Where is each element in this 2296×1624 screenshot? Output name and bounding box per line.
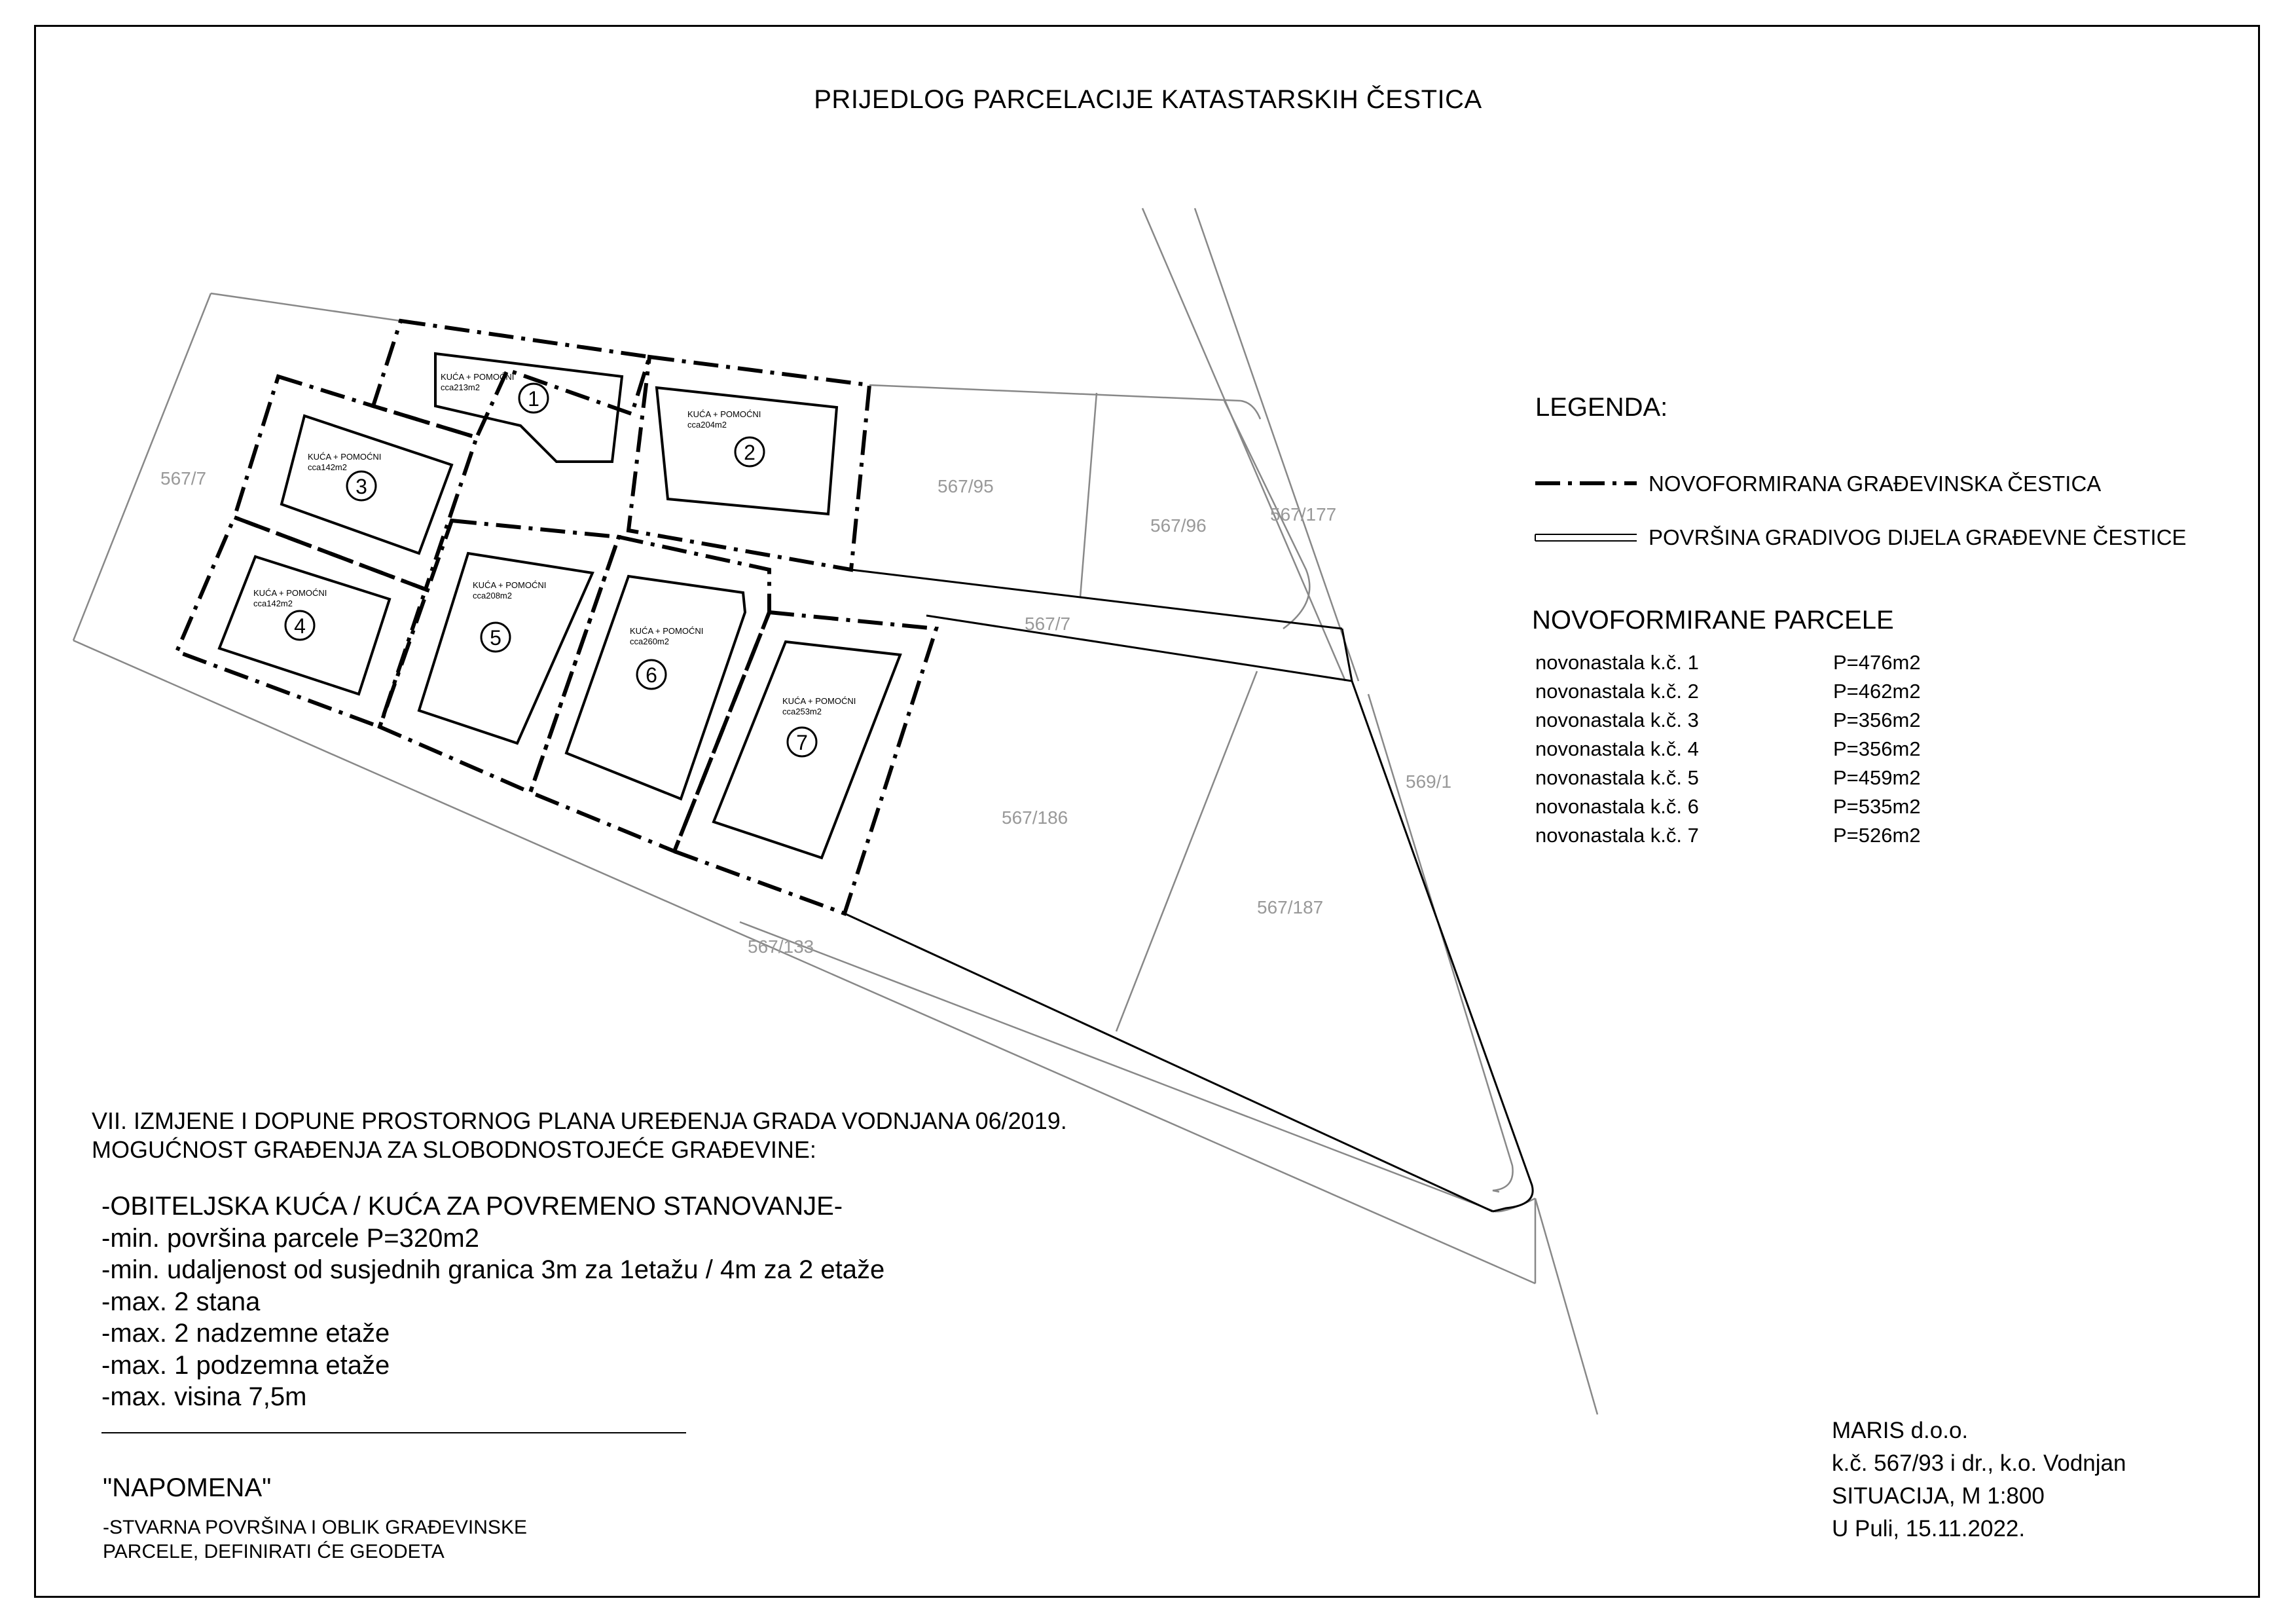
parcel-name: novonastala k.č. 1 bbox=[1535, 651, 1699, 674]
company-line: SITUACIJA, M 1:800 bbox=[1832, 1483, 2045, 1509]
table-row bbox=[1535, 648, 1921, 677]
boundary-line bbox=[1080, 393, 1097, 597]
parcel-name: novonastala k.č. 6 bbox=[1535, 795, 1699, 818]
parcel-name: novonastala k.č. 4 bbox=[1535, 737, 1699, 760]
parcel-area: P=526m2 bbox=[1833, 824, 1921, 847]
drawing-title: PRIJEDLOG PARCELACIJE KATASTARSKIH ČESTICA bbox=[814, 85, 1482, 114]
road-edge bbox=[1368, 694, 1513, 1192]
road-edge bbox=[851, 570, 1342, 629]
plan-notes bbox=[92, 1107, 1067, 1164]
parcel-boundary-7 bbox=[674, 612, 936, 913]
boundary-line bbox=[73, 293, 211, 640]
requirement-line: -min. udaljenost od susjednih granica 3m za 1etažu / 4m za 2 etaže bbox=[101, 1255, 885, 1284]
building-requirements bbox=[101, 1190, 884, 1413]
requirement-line: -max. 2 nadzemne etaže bbox=[101, 1319, 390, 1348]
cadastral-label: 567/186 bbox=[1002, 807, 1068, 828]
cadastral-label: 567/177 bbox=[1270, 504, 1337, 525]
table-row bbox=[1535, 792, 1921, 821]
legend-item-label: POVRŠINA GRADIVOG DIJELA GRAĐEVNE ČESTICE bbox=[1649, 525, 2187, 549]
building-label: KUĆA + POMOĆNI bbox=[630, 626, 704, 636]
napomena-title: "NAPOMENA" bbox=[103, 1473, 272, 1502]
boundary-line bbox=[869, 385, 1241, 401]
napomena-line: -STVARNA POVRŠINA I OBLIK GRAĐEVINSKE bbox=[103, 1517, 527, 1538]
parcel-area: P=535m2 bbox=[1833, 795, 1921, 818]
company-line: k.č. 567/93 i dr., k.o. Vodnjan bbox=[1832, 1450, 2126, 1476]
parcel-number: 3 bbox=[355, 475, 367, 498]
building-label: KUĆA + POMOĆNI bbox=[253, 588, 327, 598]
boundary-line bbox=[211, 293, 401, 321]
cadastral-label: 567/96 bbox=[1150, 515, 1207, 536]
road-edge bbox=[740, 922, 1495, 1211]
requirement-line: -max. 2 stana bbox=[101, 1287, 261, 1316]
notes-line: VII. IZMJENE I DOPUNE PROSTORNOG PLANA UREĐENJA GRADA VODNJANA 06/2019. bbox=[92, 1107, 1067, 1134]
building-label: KUĆA + POMOĆNI bbox=[441, 372, 515, 382]
building-area: cca204m2 bbox=[687, 420, 727, 430]
parcel-number: 7 bbox=[796, 731, 808, 754]
company-line: U Puli, 15.11.2022. bbox=[1832, 1516, 2026, 1541]
building-area: cca213m2 bbox=[441, 382, 480, 392]
company-line: MARIS d.o.o. bbox=[1832, 1418, 1969, 1443]
road-edge bbox=[1142, 208, 1345, 681]
parcel-number: 4 bbox=[294, 614, 306, 638]
table-row bbox=[1535, 821, 1921, 850]
parcel-area: P=476m2 bbox=[1833, 651, 1921, 674]
building-area: cca253m2 bbox=[782, 707, 822, 716]
requirement-line: -max. visina 7,5m bbox=[101, 1382, 307, 1411]
parcel-number: 2 bbox=[744, 441, 756, 464]
parcel-area: P=356m2 bbox=[1833, 737, 1921, 760]
title-block bbox=[1832, 1414, 2126, 1545]
boundary-line bbox=[1116, 671, 1257, 1031]
building-label: KUĆA + POMOĆNI bbox=[473, 580, 547, 590]
table-row bbox=[1535, 706, 1921, 735]
napomena-line: PARCELE, DEFINIRATI ĆE GEODETA bbox=[103, 1541, 445, 1562]
road-edge bbox=[845, 913, 1493, 1211]
cadastral-label: 569/1 bbox=[1406, 771, 1452, 792]
boundary-line bbox=[1241, 401, 1260, 419]
table-row bbox=[1535, 735, 1921, 764]
parcels-table bbox=[1535, 648, 1921, 850]
cadastral-label: 567/7 bbox=[1025, 614, 1071, 634]
cadastral-label: 567/187 bbox=[1257, 897, 1324, 917]
parcels-table-title: NOVOFORMIRANE PARCELE bbox=[1532, 606, 1894, 635]
parcel-number: 6 bbox=[646, 663, 657, 687]
building-area: cca260m2 bbox=[630, 637, 669, 646]
requirement-line: -OBITELJSKA KUĆA / KUĆA ZA POVREMENO STANOVANJE- bbox=[101, 1192, 843, 1221]
building-area: cca142m2 bbox=[308, 462, 347, 472]
road-edge bbox=[1195, 208, 1358, 681]
requirement-line: -min. površina parcele P=320m2 bbox=[101, 1223, 479, 1253]
legend-title: LEGENDA: bbox=[1535, 393, 1668, 422]
requirement-line: -max. 1 podzemna etaže bbox=[101, 1350, 390, 1380]
building-label: KUĆA + POMOĆNI bbox=[308, 452, 382, 462]
road-edge bbox=[1535, 1198, 1597, 1414]
parcel-area: P=459m2 bbox=[1833, 766, 1921, 789]
parcel-name: novonastala k.č. 2 bbox=[1535, 680, 1699, 703]
cadastral-label: 567/7 bbox=[160, 468, 207, 489]
table-row bbox=[1535, 677, 1921, 706]
notes-line: MOGUĆNOST GRAĐENJA ZA SLOBODNOSTOJEĆE GRAĐEVINE: bbox=[92, 1136, 816, 1163]
parcel-name: novonastala k.č. 5 bbox=[1535, 766, 1699, 789]
table-row bbox=[1535, 764, 1921, 792]
parcel-number: 5 bbox=[490, 626, 501, 650]
napomena-text bbox=[103, 1515, 527, 1564]
cadastral-label: 567/133 bbox=[748, 936, 814, 957]
legend-swatches bbox=[1535, 483, 1637, 541]
parcel-number: 1 bbox=[528, 387, 539, 411]
building-area: cca142m2 bbox=[253, 599, 293, 608]
building-area: cca208m2 bbox=[473, 591, 512, 600]
parcel-name: novonastala k.č. 7 bbox=[1535, 824, 1699, 847]
parcel-name: novonastala k.č. 3 bbox=[1535, 709, 1699, 731]
parcel-area: P=356m2 bbox=[1833, 709, 1921, 731]
building-label: KUĆA + POMOĆNI bbox=[782, 696, 856, 706]
divider bbox=[101, 1432, 686, 1433]
parcel-boundary-5 bbox=[380, 521, 619, 792]
parcel-boundary-6 bbox=[530, 537, 769, 851]
parcel-area: P=462m2 bbox=[1833, 680, 1921, 703]
legend-item-label: NOVOFORMIRANA GRAĐEVINSKA ČESTICA bbox=[1649, 471, 2102, 496]
road-edge bbox=[1352, 681, 1533, 1211]
building-label: KUĆA + POMOĆNI bbox=[687, 409, 761, 419]
cadastral-label: 567/95 bbox=[938, 476, 994, 496]
